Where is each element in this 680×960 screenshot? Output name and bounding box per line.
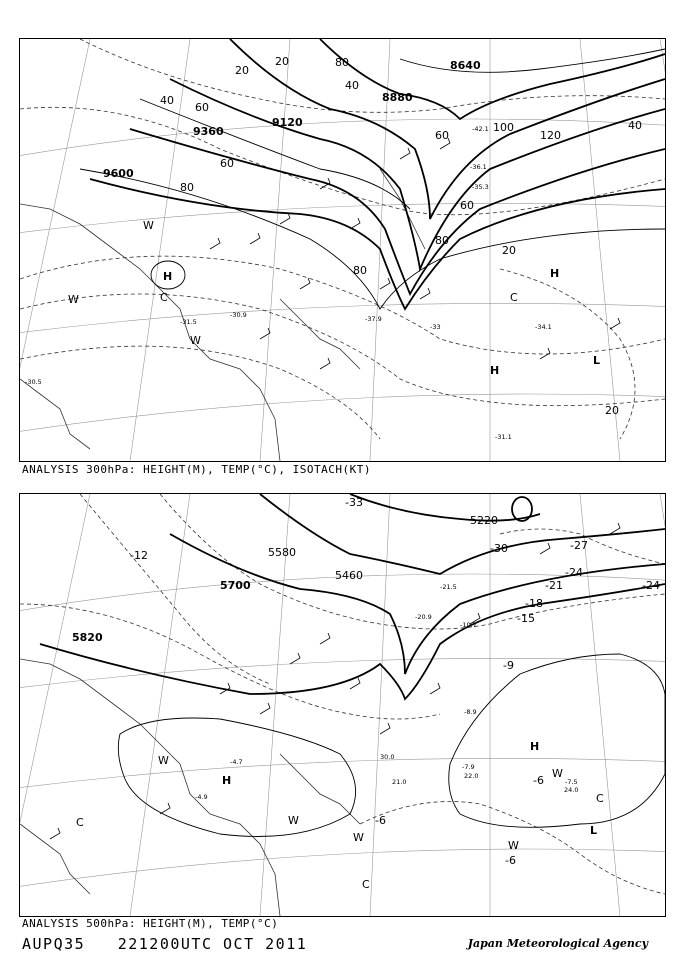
high-center: H xyxy=(222,774,232,787)
temperature-closed-contours xyxy=(118,654,665,837)
isotach-label: 40 xyxy=(628,119,642,132)
height-label-5220: 5220 xyxy=(470,514,498,527)
isotach-label: 100 xyxy=(493,121,514,134)
station-value: -7.9 xyxy=(462,763,475,771)
temp-label: -6 xyxy=(375,814,386,827)
height-label-5820: 5820 xyxy=(72,631,103,644)
high-center: H xyxy=(163,270,173,283)
wind-barbs xyxy=(210,138,620,369)
station-value: -30.9 xyxy=(230,311,247,319)
height-label-9120: 9120 xyxy=(272,116,303,129)
isotherms xyxy=(20,39,665,439)
height-label-9360: 9360 xyxy=(193,125,224,138)
station-value: -31.5 xyxy=(180,318,197,326)
height-contours xyxy=(90,39,665,309)
height-contours xyxy=(40,494,665,699)
station-value: 24.0 xyxy=(564,786,579,794)
station-value: -35.3 xyxy=(472,183,489,191)
map-300hpa xyxy=(20,39,665,461)
map-500hpa xyxy=(20,494,665,916)
station-value: 22.0 xyxy=(464,772,479,780)
station-value: -20.9 xyxy=(415,613,432,621)
high-center: H xyxy=(550,267,560,280)
isotach-label: 20 xyxy=(235,64,249,77)
warm-marker: W xyxy=(68,293,79,306)
isotach-label: 120 xyxy=(540,129,561,142)
warm-marker: W xyxy=(143,219,154,232)
isotach-label: 20 xyxy=(605,404,619,417)
isotach-label: 60 xyxy=(220,157,234,170)
temp-label: -24 xyxy=(642,579,660,592)
station-value: 30.0 xyxy=(380,753,395,761)
station-value: -30.5 xyxy=(25,378,42,386)
high-center: H xyxy=(530,740,540,753)
warm-marker: W xyxy=(552,767,563,780)
warm-marker: W xyxy=(190,334,201,347)
temp-label: -18 xyxy=(525,597,543,610)
warm-marker: W xyxy=(288,814,299,827)
warm-marker: W xyxy=(353,831,364,844)
chart-code: AUPQ35 xyxy=(22,935,86,953)
isotach-label: 60 xyxy=(460,199,474,212)
height-label-5460: 5460 xyxy=(335,569,363,582)
caption-300hpa: ANALYSIS 300hPa: HEIGHT(M), TEMP(°C), ISOTACH(KT) xyxy=(22,463,372,476)
chart-500hpa xyxy=(19,493,666,917)
coastline xyxy=(20,659,360,916)
temp-label: -9 xyxy=(503,659,514,672)
height-label-5580: 5580 xyxy=(268,546,296,559)
height-label-9600: 9600 xyxy=(103,167,134,180)
height-label-8640: 8640 xyxy=(450,59,481,72)
isotach-label: 80 xyxy=(335,56,349,69)
cold-center: C xyxy=(76,816,84,829)
temp-label: -6 xyxy=(533,774,544,787)
temp-label: -30 xyxy=(490,542,508,555)
graticule xyxy=(20,494,665,916)
station-value: -37.9 xyxy=(365,315,382,323)
isotherms xyxy=(20,494,665,894)
station-value: -4.7 xyxy=(230,758,243,766)
warm-marker: W xyxy=(158,754,169,767)
cold-center: C xyxy=(160,291,168,304)
isotach-label: 60 xyxy=(435,129,449,142)
caption-500hpa: ANALYSIS 500hPa: HEIGHT(M), TEMP(°C) xyxy=(22,917,279,930)
temp-label: -33 xyxy=(345,496,363,509)
station-value: -36.1 xyxy=(470,163,487,171)
station-value: -31.1 xyxy=(495,433,512,441)
isotach-label: 80 xyxy=(353,264,367,277)
station-value: -8.9 xyxy=(464,708,477,716)
valid-time: 221200UTC OCT 2011 xyxy=(117,935,308,953)
cold-center: C xyxy=(362,878,370,891)
temp-label: -21 xyxy=(545,579,563,592)
height-label-5700: 5700 xyxy=(220,579,251,592)
chart-identifier xyxy=(22,935,329,953)
station-value: -10.7 xyxy=(460,621,477,629)
temp-label: -27 xyxy=(570,539,588,552)
chart-300hpa xyxy=(19,38,666,462)
isotach-label: 80 xyxy=(180,181,194,194)
isotach-label: 60 xyxy=(195,101,209,114)
station-value: -7.5 xyxy=(565,778,578,786)
temp-label: -12 xyxy=(130,549,148,562)
temp-label: -6 xyxy=(505,854,516,867)
temp-label: -24 xyxy=(565,566,583,579)
station-value: -33 xyxy=(430,323,441,331)
agency-name: Japan Meteorological Agency xyxy=(467,937,648,950)
height-label-8880: 8880 xyxy=(382,91,413,104)
low-center: L xyxy=(593,354,601,367)
station-value: -21.5 xyxy=(440,583,457,591)
cold-center: C xyxy=(596,792,604,805)
low-center: L xyxy=(590,824,598,837)
temp-label: -15 xyxy=(517,612,535,625)
station-value: -34.1 xyxy=(535,323,552,331)
station-value: -42.1 xyxy=(472,125,489,133)
station-value: 21.0 xyxy=(392,778,407,786)
warm-marker: W xyxy=(508,839,519,852)
isotach-label: 40 xyxy=(160,94,174,107)
high-center: H xyxy=(490,364,500,377)
isotach-label: 20 xyxy=(275,55,289,68)
isotach-label: 20 xyxy=(502,244,516,257)
isotach-label: 80 xyxy=(435,234,449,247)
cold-center: C xyxy=(510,291,518,304)
station-value: -4.9 xyxy=(195,793,208,801)
graticule xyxy=(20,39,665,461)
isotach-label: 40 xyxy=(345,79,359,92)
